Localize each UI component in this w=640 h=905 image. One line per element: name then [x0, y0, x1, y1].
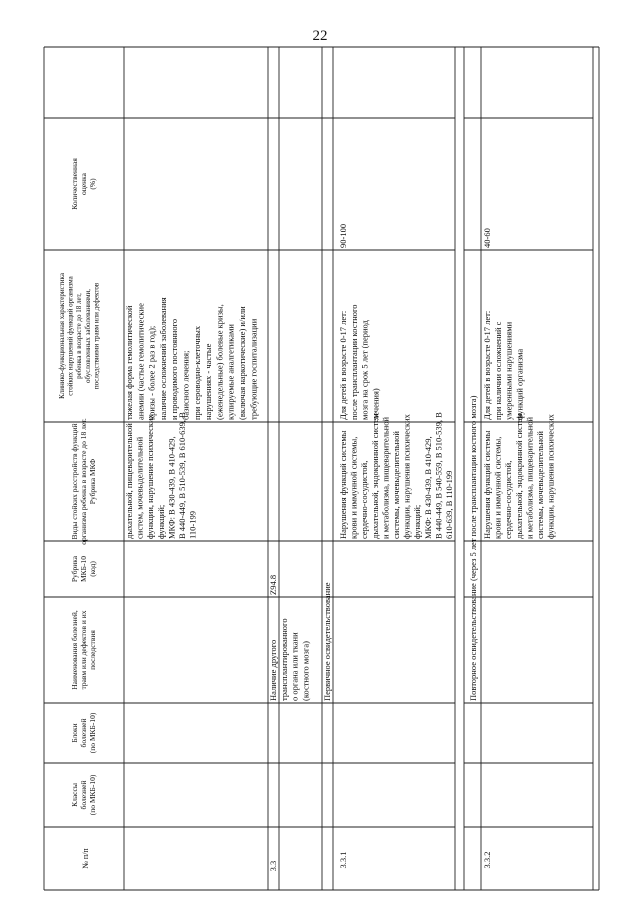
cell-types-3-3-1: дыхательной, эндокринной систем: [369, 413, 380, 539]
cell-types-3-3-2: крови и иммунной системы,: [492, 436, 503, 539]
header-code: (код): [88, 561, 97, 577]
header-types: Виды стойких расстройств функций: [70, 423, 79, 540]
header-name: Наименования болезней,: [70, 610, 79, 690]
cell-clinic-3-3-1: мозга на срок 5 лет (период: [359, 320, 370, 420]
cell-clinic-cont: наличие осложнений заболевания: [157, 297, 168, 420]
cell-score-3-3-1: 90-100: [338, 223, 348, 248]
cell-clinic-cont: требующие госпитализации: [248, 318, 259, 420]
cell-types-3-3-1: 610-639, В 110-199: [444, 470, 454, 539]
cell-types-cont: дыхательной, пищеварительной: [124, 423, 134, 539]
cell-types-cont: В 440-449, В 510-539, В 610-639, В: [177, 412, 187, 539]
cell-types-3-3-1: крови и иммунной системы,: [348, 436, 359, 539]
header-name: последствия: [88, 630, 97, 670]
cell-name-3-3: Наличие другого: [268, 639, 278, 701]
header-score: (%): [88, 178, 97, 190]
header-score: оценка: [79, 173, 88, 195]
cell-name-3-3: (костного мозга): [300, 640, 311, 701]
cell-types-3-3-2: сердечно-сосудистой,: [503, 460, 514, 539]
cell-types-3-3-1: В 440-449, В 540-559, В 510-539, В: [433, 412, 444, 539]
header-code: Рубрика: [70, 555, 79, 583]
row-num-3-3-1: 3.3.1: [338, 851, 348, 869]
cell-name-3-3: трансплантированного: [278, 618, 289, 701]
cell-clinic-3-3-2: при наличии осложнений с: [492, 321, 503, 420]
header-num: № п/п: [81, 848, 90, 869]
cell-clinic-3-3-2: Для детей в возрасте 0-17 лет:: [482, 310, 492, 420]
section-repeat: Повторное освидетельствование (через 5 лет после трансплантации костного мозга): [468, 395, 478, 701]
cell-clinic-cont: нарушениях - частые: [203, 343, 214, 420]
header-clinic: ребенка в возрасте до 18 лет,: [75, 293, 84, 379]
cell-clinic-3-3-1: после трансплантации костного: [348, 304, 359, 420]
cell-clinic-cont: кризы - более 2 раз в год);: [146, 325, 157, 420]
cell-clinic-3-3-1: лечения): [370, 388, 381, 420]
header-clinic: последствиями травм или дефектов: [92, 282, 101, 390]
header-clinic: Клинико-функциональная характеристика: [58, 273, 66, 399]
header-class: Классы: [70, 783, 79, 807]
header-block: Блоки: [70, 723, 79, 743]
cell-types-3-3-2: Нарушения функций системы: [482, 430, 492, 539]
header-block: (по МКБ-10): [88, 712, 97, 754]
cell-types-3-3-1: сердечно-сосудистой,: [359, 460, 370, 539]
cell-types-3-3-2: системы, мочевыделительной: [535, 431, 545, 539]
header-types: Рубрика МКФ: [88, 458, 97, 505]
header-name: травм или дефектов и их: [79, 610, 88, 690]
header-score: Количественная: [70, 158, 79, 210]
header-clinic: стойких нарушений функций организма: [66, 276, 75, 396]
cell-clinic-cont: тяжелая форма гемолитической: [124, 305, 134, 420]
cell-clinic-3-3-1: Для детей в возрасте 0-17 лет:: [338, 310, 348, 420]
header-clinic: обусловленных заболеваниями,: [83, 288, 92, 384]
cell-types-3-3-1: Нарушения функций системы: [338, 430, 348, 539]
cell-types-cont: МКФ: В 430-439, В 410-429,: [166, 436, 177, 539]
section-primary: Первичное освидетельствование: [322, 582, 332, 701]
cell-types-3-3-2: дыхательной, эндокринной систем: [513, 413, 524, 539]
cell-types-cont: функции, нарушение психических: [145, 414, 156, 539]
header-types: организма ребенка в возрасте до 18 лет.: [79, 418, 88, 545]
cell-clinic-cont: (включая наркотические) и/или: [237, 306, 247, 420]
header-class: (по МКБ-10): [88, 774, 97, 816]
row-num-3-3: 3.3: [268, 860, 278, 872]
cell-clinic-cont: купируемые аналгетиками: [225, 324, 236, 420]
cell-types-3-3-1: функций;: [412, 504, 423, 539]
cell-types-3-3-1: функции, нарушения психических: [401, 414, 412, 539]
cell-types-cont: систем, мочевыделительной: [134, 436, 145, 539]
cell-types-cont: 110-199: [187, 510, 198, 539]
cell-clinic-3-3-2: умеренными нарушениями: [503, 321, 514, 420]
cell-types-3-3-2: и метаболизма, пищеварительной: [524, 416, 535, 539]
header-class: болезней: [79, 780, 88, 810]
cell-clinic-cont: (еженедельные) болевые кризы,: [214, 304, 225, 420]
cell-types-3-3-2: функции, нарушения психических: [545, 414, 556, 539]
cell-score-3-3-2: 40-60: [482, 228, 492, 248]
cell-code-3-3: Z94.8: [268, 574, 278, 595]
cell-types-cont: функций;: [155, 504, 166, 539]
cell-clinic-cont: базисного лечения;: [180, 350, 191, 420]
cell-clinic-cont: анемии (частые гемолитические: [135, 303, 146, 420]
cell-types-3-3-1: и метаболизма, пищеварительной: [380, 416, 391, 539]
cell-clinic-3-3-2: функций организма: [514, 348, 525, 420]
header-code: МКБ-10: [79, 556, 88, 582]
cell-types-3-3-1: МКФ: В 430-439, В 410-429,: [422, 436, 433, 539]
cell-types-3-3-1: системы, мочевыделительной: [391, 431, 401, 539]
row-num-3-3-2: 3.3.2: [482, 851, 492, 869]
page-number: 22: [312, 28, 328, 44]
cell-clinic-cont: при сероводно-клеточных: [191, 325, 202, 420]
header-block: болезней: [79, 718, 88, 748]
cell-name-3-3: о органа или ткани: [289, 632, 300, 701]
cell-clinic-cont: и проводимого постоянного: [169, 318, 180, 420]
